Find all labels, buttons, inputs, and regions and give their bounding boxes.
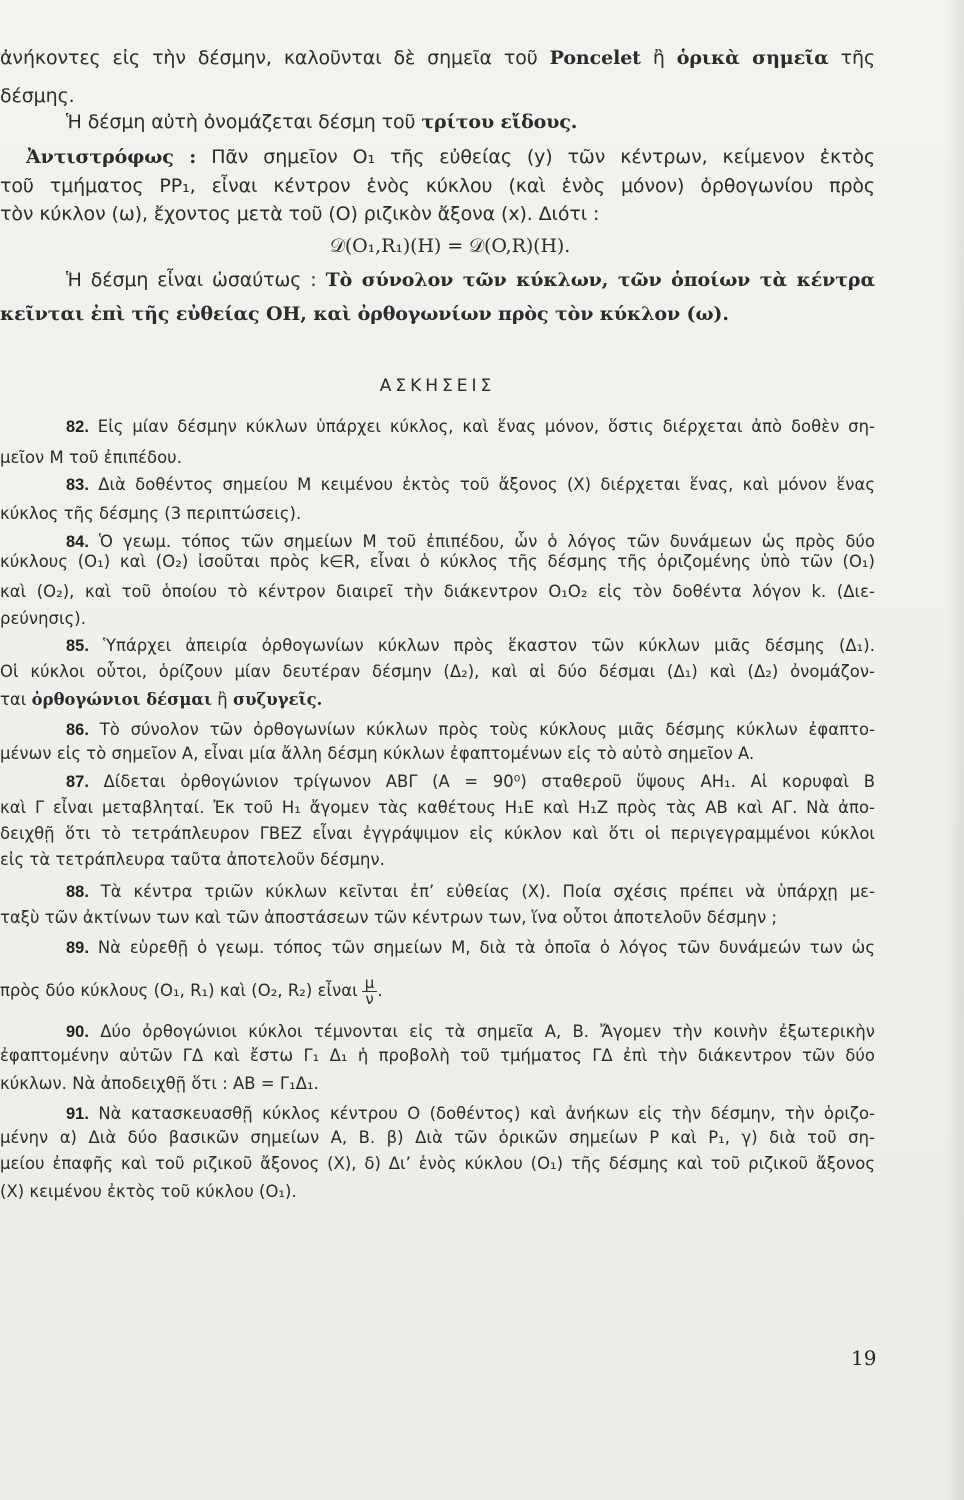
exercise-85-line-1: 85. Ὑπάρχει ἀπειρία ὀρθογωνίων κύκλων πρὸς ἕκαστον τῶν κύκλων μιᾶς δέσμης (Δ₁). <box>66 636 876 655</box>
text-line-1: ἀνήκοντες εἰς τὴν δέσμην, καλοῦνται δὲ σημεῖα τοῦ Poncelet ἢ ὁρικὰ σημεῖα τῆς <box>0 47 875 69</box>
fraction-mu-nu: $\frac{\mu}{\nu}$ <box>362 976 378 1007</box>
exercise-86-line-2: μένων εἰς τὸ σημεῖον A, εἶναι μία ἄλλη δέσμη κύκλων ἐφαπτομένων εἰς τὸ αὐτὸ σημεῖον A. <box>0 744 755 763</box>
text-line-2: δέσμης. <box>0 85 75 107</box>
text-line-6: τὸν κύκλον (ω), ἔχοντος μετὰ τοῦ (O) ριζικὸν ἄξονα (x). Διότι : <box>0 203 600 225</box>
exercise-82-line-1: 82. Εἰς μίαν δέσμην κύκλων ὑπάρχει κύκλος, καὶ ἕνας μόνον, ὅστις διέρχεται ἀπὸ δοθὲν ση- <box>66 417 875 436</box>
exercise-91-line-1: 91. Νὰ κατασκευασθῇ κύκλος κέντρου O (δοθέντος) καὶ ἀνήκων εἰς τὴν δέσμην, τὴν ὁριζο- <box>66 1104 875 1123</box>
exercise-85-line-2: Οἱ κύκλοι οὗτοι, ὁρίζουν μίαν δευτέραν δέσμην (Δ₂), καὶ αἱ δύο δέσμαι (Δ₁) καὶ (Δ₂) ὀνομάζον- <box>0 662 875 681</box>
exercise-83-line-1: 83. Διὰ δοθέντος σημείου M κειμένου ἐκτὸς τοῦ ἄξονος (X) διέρχεται ἕνας, καὶ μόνον ἕνας <box>66 475 875 494</box>
exercise-82-line-2: μεῖον M τοῦ ἐπιπέδου. <box>0 448 182 467</box>
exercise-91-line-3: μείου ἐπαφῆς καὶ τοῦ ριζικοῦ ἄξονος (X), δ) Δι’ ἑνὸς κύκλου (O₁) τῆς δέσμης καὶ τοῦ ριζικοῦ ἄξονος <box>0 1154 875 1173</box>
section-heading: ΑΣΚΗΣΕΙΣ <box>379 376 496 396</box>
exercise-89-line-2: πρὸς δύο κύκλους (O₁, R₁) καὶ (O₂, R₂) εἶναι $\frac{\mu}{\nu}$ . <box>0 974 383 1008</box>
exercise-87-line-3: δειχθῇ ὅτι τὸ τετράπλευρον ΓΒΕΖ εἶναι ἐγγράψιμον εἰς κύκλον καὶ ὅτι οἱ περιγεγραμμένοι κύκλοι <box>0 824 875 843</box>
exercise-84-line-3: καὶ (O₂), καὶ τοῦ ὁποίου τὸ κέντρον διαιρεῖ τὴν διάκεντρον O₁O₂ εἰς τὸν δοθέντα λόγον k. (Διε- <box>0 582 875 601</box>
exercise-86-line-1: 86. Τὸ σύνολον τῶν ὀρθογωνίων κύκλων πρὸς τοὺς κύκλους μιᾶς δέσμης κύκλων ἐφαπτο- <box>66 720 875 739</box>
text-line-4: Ἀντιστρόφως : Πᾶν σημεῖον O₁ τῆς εὐθείας (y) τῶν κέντρων, κείμενον ἐκτὸς <box>26 146 875 168</box>
exercise-88-line-1: 88. Τὰ κέντρα τριῶν κύκλων κεῖνται ἐπ’ εὐθείας (X). Ποία σχέσις πρέπει νὰ ὑπάρχῃ με- <box>66 882 875 901</box>
exercise-89-line-1: 89. Νὰ εὑρεθῇ ὁ γεωμ. τόπος τῶν σημείων M, διὰ τὰ ὁποῖα ὁ λόγος τῶν δυνάμεών των ὡς <box>66 938 875 957</box>
exercise-90-line-1: 90. Δύο ὀρθογώνιοι κύκλοι τέμνονται εἰς τὰ σημεῖα A, B. Ἄγομεν τὴν κοινὴν ἐξωτερικὴν <box>66 1022 875 1041</box>
exercise-87-line-2: καὶ Γ εἶναι μεταβληταί. Ἐκ τοῦ H₁ ἄγομεν τὰς καθέτους H₁E καὶ H₁Z πρὸς τὰς AB καὶ AΓ. Νὰ ἀπο- <box>0 798 875 817</box>
text-line-9: κεῖνται ἐπὶ τῆς εὐθείας OH, καὶ ὀρθογωνίων πρὸς τὸν κύκλον (ω). <box>0 303 729 325</box>
exercise-91-line-2: μένην α) Διὰ δύο βασικῶν σημείων A, B. β) Διὰ τῶν ὁρικῶν σημείων P καὶ P₁, γ) διὰ τοῦ ση- <box>0 1128 875 1147</box>
page-number: 19 <box>851 1346 877 1370</box>
text-line-5: τοῦ τμήματος PP₁, εἶναι κέντρον ἑνὸς κύκλου (καὶ ἑνὸς μόνον) ὀρθογωνίου πρὸς <box>0 175 875 197</box>
exercise-85-line-3: ται ὀρθογώνιοι δέσμαι ἢ συζυγεῖς. <box>0 690 323 709</box>
text-line-8: Ἡ δέσμη εἶναι ὡσαύτως : Τὸ σύνολον τῶν κύκλων, τῶν ὁποίων τὰ κέντρα <box>66 269 875 291</box>
exercise-88-line-2: ταξὺ τῶν ἀκτίνων των καὶ τῶν ἀποστάσεων τῶν κέντρων των, ἵνα οὗτοι ἀποτελοῦν δέσμην ; <box>0 908 778 927</box>
exercise-91-line-4: (X) κειμένου ἐκτὸς τοῦ κύκλου (O₁). <box>0 1182 297 1201</box>
exercise-84-line-1: 84. Ὁ γεωμ. τόπος τῶν σημείων M τοῦ ἐπιπέδου, ὧν ὁ λόγος τῶν δυνάμεων ὡς πρὸς δύο <box>66 532 876 551</box>
exercise-87-line-1: 87. Δίδεται ὀρθογώνιον τρίγωνον ΑΒΓ (Α = 90⁰) σταθεροῦ ὕψους AH₁. Αἱ κορυφαὶ B <box>66 772 875 791</box>
exercise-83-line-2: κύκλος τῆς δέσμης (3 περιπτώσεις). <box>0 504 302 523</box>
page-edge-shadow <box>946 0 964 1500</box>
text-line-3: Ἡ δέσμη αὐτὴ ὀνομάζεται δέσμη τοῦ τρίτου εἴδους. <box>66 111 578 133</box>
exercise-90-line-3: κύκλων. Νὰ ἀποδειχθῇ ὅτι : AB = Γ₁Δ₁. <box>0 1074 319 1093</box>
exercise-84-line-4: ρεύνησις). <box>0 609 86 628</box>
exercise-84-line-2: κύκλους (O₁) καὶ (O₂) ἰσοῦται πρὸς k∈R, εἶναι ὁ κύκλος τῆς δέσμης τῆς ὁριζομένης ὑπὸ τῶν (O₁) <box>0 552 875 571</box>
exercise-87-line-4: εἰς τὰ τετράπλευρα ταῦτα ἀποτελοῦν δέσμην. <box>0 850 385 869</box>
exercise-90-line-2: ἐφαπτομένην αὐτῶν ΓΔ καὶ ἔστω Γ₁ Δ₁ ἡ προβολὴ τοῦ τμήματος ΓΔ ἐπὶ τὴν διάκεντρον τῶν δύο <box>0 1046 875 1065</box>
formula-power: 𝒟(O₁,R₁)(H) = 𝒟(O,R)(H). <box>329 235 571 257</box>
